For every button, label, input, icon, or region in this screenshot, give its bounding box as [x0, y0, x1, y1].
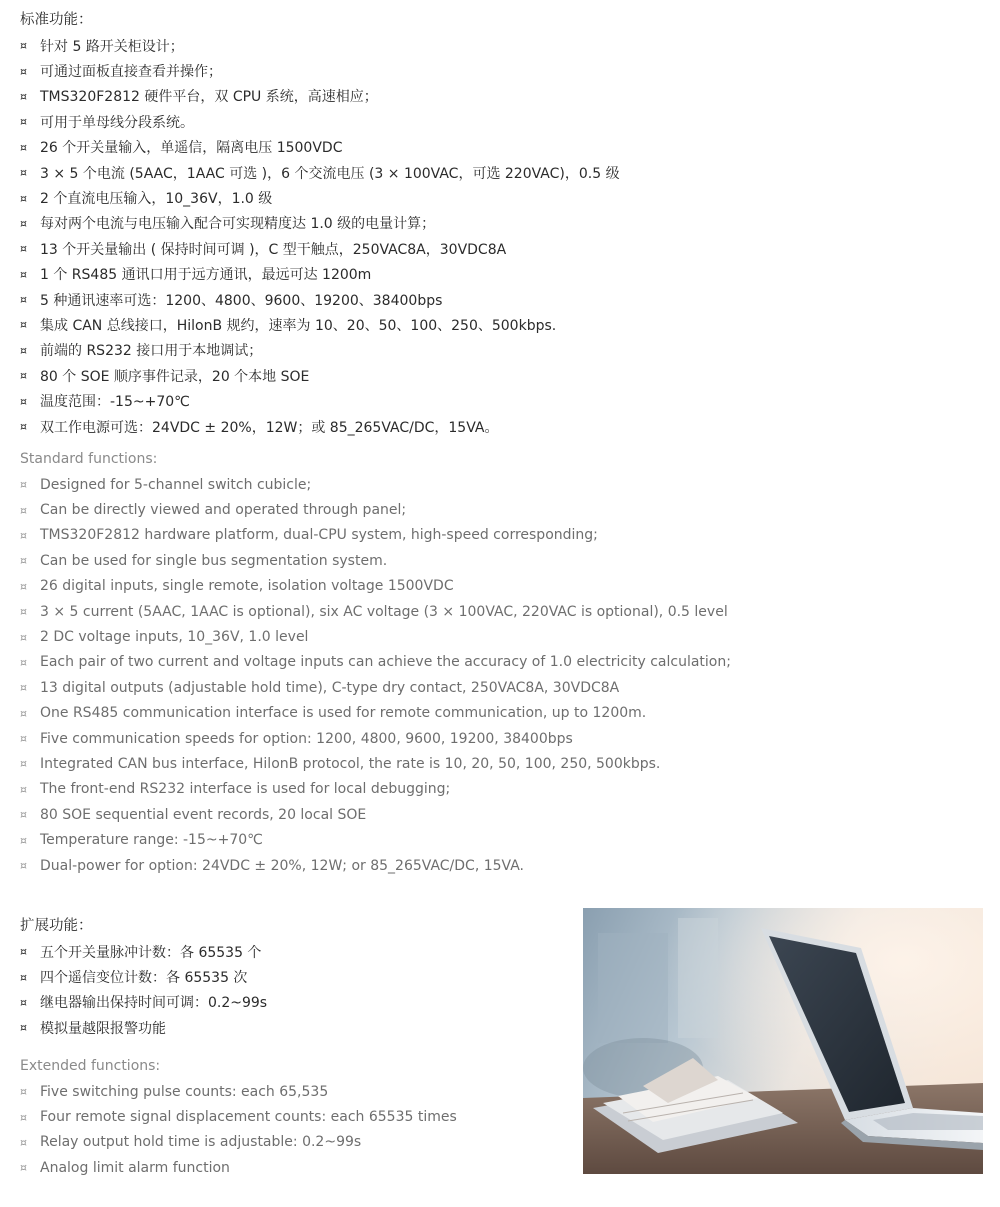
bullet-icon: ¤ [20, 554, 27, 568]
bullet-icon: ¤ [20, 503, 27, 517]
list-item: ¤ 26 个开关量输入，单遥信，隔离电压 1500VDC [20, 140, 343, 157]
list-item: ¤ 5 种通讯速率可选：1200、4800、9600、19200、38400bps [20, 292, 443, 309]
list-item: ¤ 模拟量越限报警功能 [20, 1020, 166, 1037]
list-item: ¤ 每对两个电流与电压输入配合可实现精度达 1.0 级的电量计算； [20, 216, 436, 233]
bullet-icon: ¤ [20, 39, 27, 53]
list-item: ¤ Five communication speeds for option: 1200, 4800, 9600, 19200, 38400bps [20, 730, 573, 747]
list-item: ¤ 可用于单母线分段系统。 [20, 114, 194, 131]
list-item: ¤ 26 digital inputs, single remote, isolation voltage 1500VDC [20, 578, 454, 595]
bullet-icon: ¤ [20, 681, 27, 695]
bullet-icon: ¤ [20, 706, 27, 720]
extended-functions-en-list [20, 1079, 457, 1181]
list-item: ¤ 继电器输出保持时间可调：0.2~99s [20, 995, 268, 1012]
list-item: ¤ 13 digital outputs (adjustable hold time), C-type dry contact, 250VAC8A, 30VDC8A [20, 679, 620, 696]
extended-functions-cn [20, 914, 267, 1041]
bullet-icon: ¤ [20, 732, 27, 746]
bullet-icon: ¤ [20, 267, 27, 281]
bullet-icon: ¤ [20, 1021, 27, 1035]
extended-functions-en [20, 1054, 457, 1181]
bullet-icon: ¤ [20, 655, 27, 669]
list-item: ¤ 温度范围：-15~+70℃ [20, 394, 190, 411]
list-item: ¤ TMS320F2812 硬件平台，双 CPU 系统，高速相应； [20, 89, 378, 106]
bullet-icon: ¤ [20, 478, 27, 492]
standard-functions-en-list [20, 472, 731, 878]
bullet-icon: ¤ [20, 945, 27, 959]
list-item: ¤ Designed for 5-channel switch cubicle; [20, 476, 312, 493]
bullet-icon: ¤ [20, 1161, 27, 1175]
bullet-icon: ¤ [20, 191, 27, 205]
list-item: ¤ One RS485 communication interface is used for remote communication, up to 1200m. [20, 705, 647, 722]
standard-functions-en-heading: Standard functions: [20, 451, 158, 467]
bullet-icon: ¤ [20, 970, 27, 984]
bullet-icon: ¤ [20, 1085, 27, 1099]
list-item: ¤ TMS320F2812 hardware platform, dual-CPU system, high-speed corresponding; [20, 527, 598, 544]
list-item: ¤ The front-end RS232 interface is used for local debugging; [20, 781, 451, 798]
bullet-icon: ¤ [20, 216, 27, 230]
bullet-icon: ¤ [20, 782, 27, 796]
bullet-icon: ¤ [20, 420, 27, 434]
list-item: ¤ 集成 CAN 总线接口，HilonB 规约，速率为 10、20、50、100、250、500kbps. [20, 317, 557, 334]
list-item: ¤ Each pair of two current and voltage inputs can achieve the accuracy of 1.0 electricity calculation; [20, 654, 731, 671]
list-item: ¤ 1 个 RS485 通讯口用于远方通讯，最远可达 1200m [20, 267, 372, 284]
standard-functions-cn-list [20, 33, 620, 439]
list-item: ¤ 可通过面板直接查看并操作； [20, 64, 222, 81]
list-item: ¤ Four remote signal displacement counts: each 65535 times [20, 1109, 457, 1126]
list-item: ¤ 2 DC voltage inputs, 10_36V, 1.0 level [20, 629, 309, 646]
list-item: ¤ Five switching pulse counts: each 65,535 [20, 1083, 329, 1100]
bullet-icon: ¤ [20, 293, 27, 307]
list-item: ¤ Dual-power for option: 24VDC ± 20%, 12W; or 85_265VAC/DC, 15VA. [20, 857, 524, 874]
standard-functions-cn-heading: 标准功能： [20, 12, 93, 28]
bullet-icon: ¤ [20, 757, 27, 771]
list-item: ¤ 五个开关量脉冲计数：各 65535 个 [20, 944, 262, 961]
standard-functions-en [20, 447, 731, 878]
list-item: ¤ 四个遥信变位计数：各 65535 次 [20, 970, 248, 987]
bullet-icon: ¤ [20, 140, 27, 154]
bullet-icon: ¤ [20, 343, 27, 357]
list-item: ¤ Integrated CAN bus interface, HilonB protocol, the rate is 10, 20, 50, 100, 250, 500kbps. [20, 755, 661, 772]
list-item: ¤ 80 个 SOE 顺序事件记录，20 个本地 SOE [20, 368, 310, 385]
laptop-illustration [583, 908, 983, 1174]
bullet-icon: ¤ [20, 528, 27, 542]
list-item: ¤ Analog limit alarm function [20, 1159, 230, 1176]
extended-functions-cn-heading: 扩展功能： [20, 918, 93, 934]
list-item: ¤ 13 个开关量输出 ( 保持时间可调 )，C 型干触点，250VAC8A，30VDC8A [20, 241, 507, 258]
laptop-photo [583, 908, 983, 1174]
bullet-icon: ¤ [20, 115, 27, 129]
list-item: ¤ Relay output hold time is adjustable: 0.2~99s [20, 1134, 362, 1151]
extended-functions-en-heading: Extended functions: [20, 1058, 161, 1074]
standard-functions-cn [20, 8, 620, 439]
list-item: ¤ 3 × 5 current (5AAC, 1AAC is optional), six AC voltage (3 × 100VAC, 220VAC is optional), 0.5 level [20, 603, 728, 620]
list-item: ¤ 3 × 5 个电流 (5AAC，1AAC 可选 )，6 个交流电压 (3 × 100VAC，可选 220VAC)，0.5 级 [20, 165, 620, 182]
bullet-icon: ¤ [20, 605, 27, 619]
bullet-icon: ¤ [20, 833, 27, 847]
bullet-icon: ¤ [20, 64, 27, 78]
bullet-icon: ¤ [20, 630, 27, 644]
bullet-icon: ¤ [20, 859, 27, 873]
list-item: ¤ Can be used for single bus segmentation system. [20, 552, 388, 569]
bullet-icon: ¤ [20, 394, 27, 408]
list-item: ¤ 2 个直流电压输入，10_36V，1.0 级 [20, 191, 273, 208]
bullet-icon: ¤ [20, 369, 27, 383]
list-item: ¤ 双工作电源可选：24VDC ± 20%，12W；或 85_265VAC/DC，15VA。 [20, 419, 499, 436]
bullet-icon: ¤ [20, 242, 27, 256]
list-item: ¤ 前端的 RS232 接口用于本地调试； [20, 343, 263, 360]
bullet-icon: ¤ [20, 166, 27, 180]
bullet-icon: ¤ [20, 808, 27, 822]
bullet-icon: ¤ [20, 579, 27, 593]
list-item: ¤ 80 SOE sequential event records, 20 local SOE [20, 806, 367, 823]
bullet-icon: ¤ [20, 1135, 27, 1149]
bullet-icon: ¤ [20, 1110, 27, 1124]
extended-functions-cn-list [20, 939, 267, 1041]
bullet-icon: ¤ [20, 89, 27, 103]
bullet-icon: ¤ [20, 995, 27, 1009]
bullet-icon: ¤ [20, 318, 27, 332]
list-item: ¤ Can be directly viewed and operated through panel; [20, 502, 407, 519]
list-item: ¤ Temperature range: -15~+70℃ [20, 832, 263, 849]
list-item: ¤ 针对 5 路开关柜设计； [20, 38, 184, 55]
